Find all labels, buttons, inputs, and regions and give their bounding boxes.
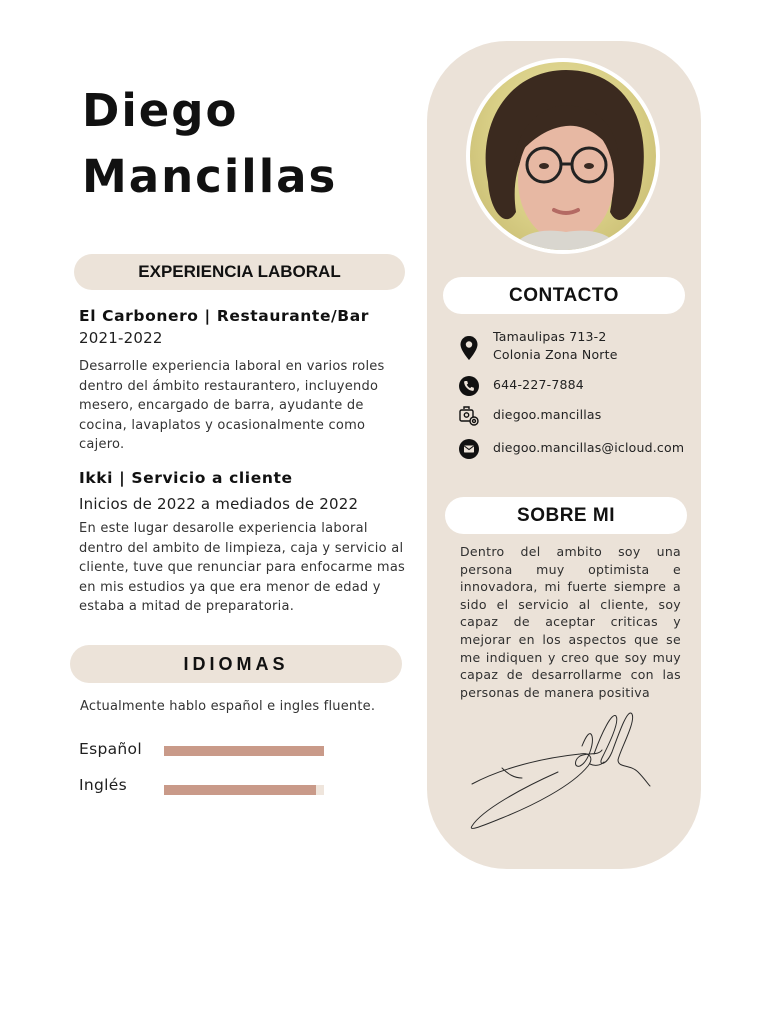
contact-phone: 644-227-7884 <box>493 377 584 392</box>
contact-social: diegoo.mancillas <box>493 407 602 422</box>
contact-heading: CONTACTO <box>443 277 685 314</box>
about-heading: SOBRE MI <box>445 497 687 534</box>
job-period: 2021-2022 <box>79 329 163 347</box>
language-level-fill <box>164 785 316 795</box>
phone-icon <box>458 375 480 397</box>
languages-intro: Actualmente hablo español e ingles fluente. <box>80 699 376 714</box>
portrait-illustration <box>470 62 656 250</box>
profile-photo <box>466 58 660 254</box>
language-label: Inglés <box>79 776 127 794</box>
experience-heading: EXPERIENCIA LABORAL <box>74 254 405 290</box>
job-description: Desarrolle experiencia laboral en varios roles dentro del ámbito restaurantero, incluyendo mesero, encargado de barra, ayudante de cocina, lavaplatos y ocasionalmente como cajero. <box>79 359 385 453</box>
contact-email: diegoo.mancillas@icloud.com <box>493 440 685 455</box>
mail-icon <box>458 438 480 460</box>
profile-photo-image <box>470 62 656 250</box>
job-description: En este lugar desarolle experiencia laboral dentro del ambito de limpieza, caja y servicio al cliente, tuve que renunciar para enfocarme mas en mis estudios ya que era menor de edad y estaba a mitad de preparatoria. <box>79 521 406 615</box>
job-period: Inicios de 2022 a mediados de 2022 <box>79 495 359 513</box>
languages-heading: IDIOMAS <box>70 645 402 683</box>
language-level-bar <box>164 785 324 795</box>
language-level-fill <box>164 746 324 756</box>
about-text: Dentro del ambito soy una persona muy optimista e innovadora, mi fuerte siempre a sido el servicio al cliente, soy capaz de aceptar criticas y mejorar en los aspectos que se me indiquen y creo que soy muy capaz de desarrollarme con las personas de manera positiva <box>460 544 681 700</box>
contact-address-line2: Colonia Zona Norte <box>493 347 618 362</box>
signature-image <box>462 706 658 838</box>
language-level-bar <box>164 746 324 756</box>
job-title: Ikki | Servicio a cliente <box>79 469 293 487</box>
social-profile-icon <box>458 405 480 427</box>
first-name: Diego <box>82 84 239 137</box>
job-title: El Carbonero | Restaurante/Bar <box>79 307 370 325</box>
last-name: Mancillas <box>82 150 338 203</box>
resume-name <box>82 78 422 210</box>
language-label: Español <box>79 740 142 758</box>
contact-address-line1: Tamaulipas 713-2 <box>493 329 607 344</box>
map-pin-icon <box>458 337 480 359</box>
